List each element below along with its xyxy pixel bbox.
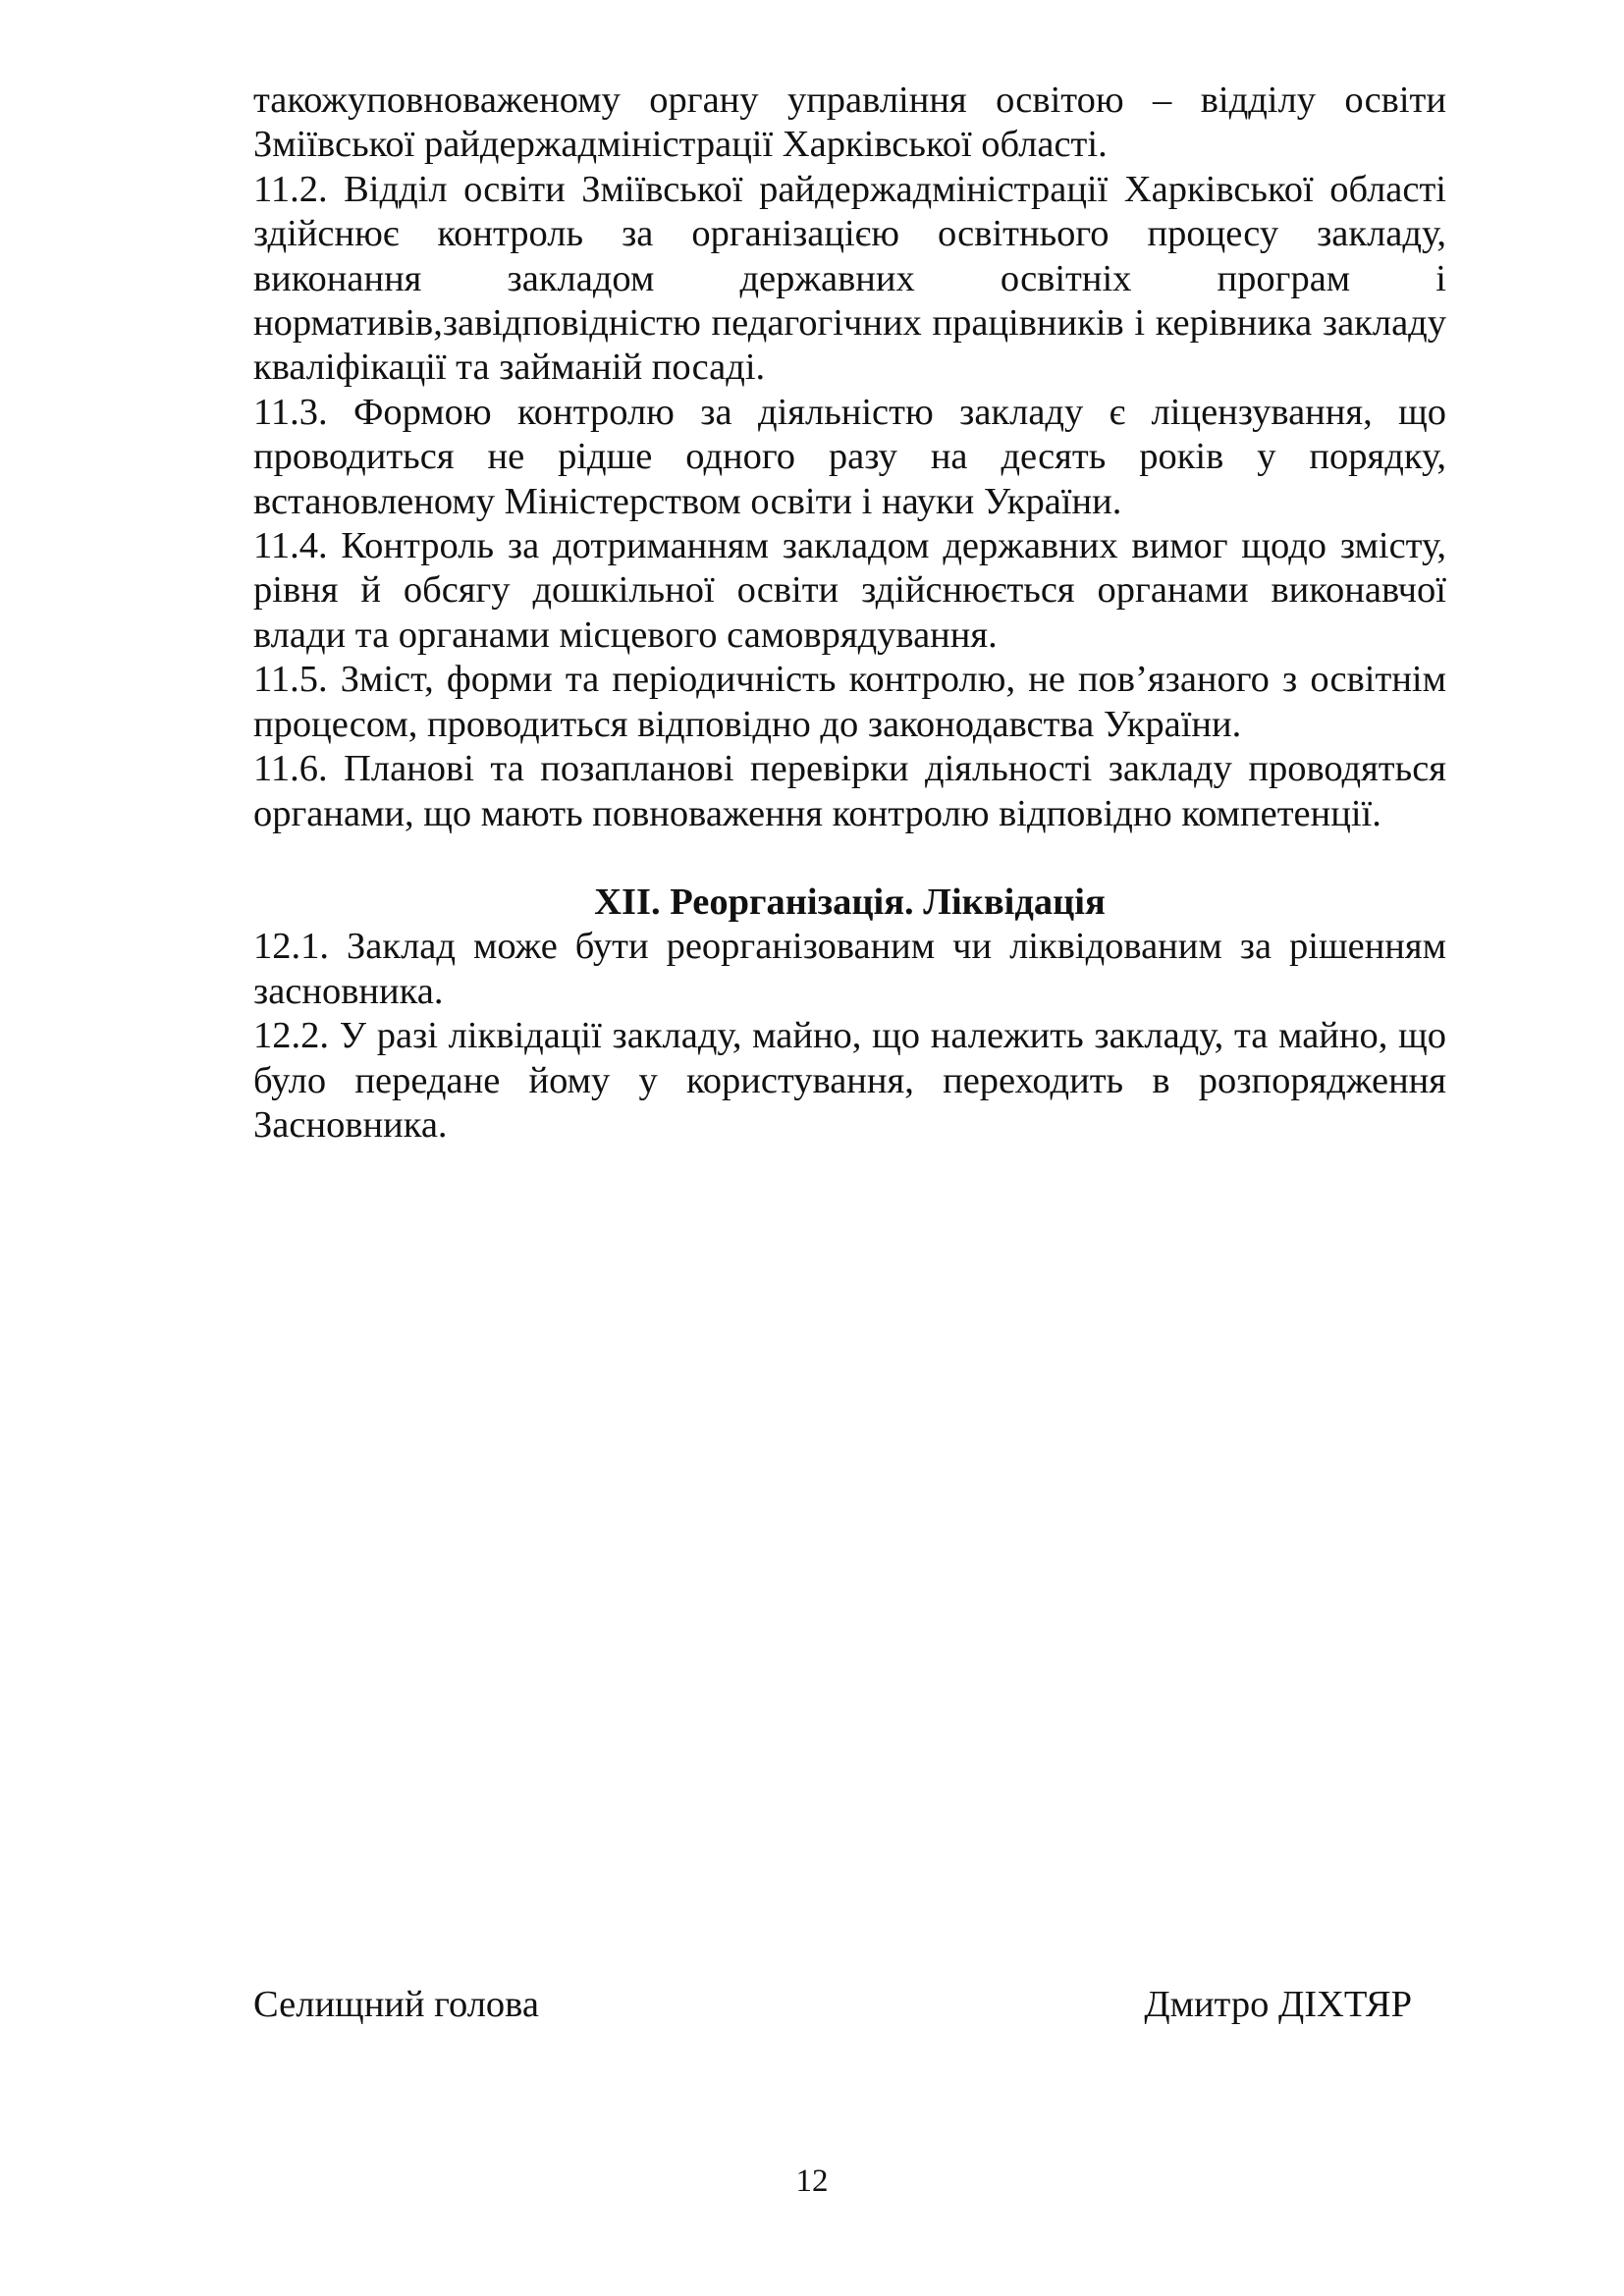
- paragraph-12-1: 12.1. Заклад може бути реорганізованим чи ліквідованим за рішенням засновника.: [253, 926, 1446, 1012]
- paragraph-12-2: 12.2. У разі ліквідації закладу, майно, що належить закладу, та майно, що було передане йому у користування, переходить в розпорядження Засновника.: [253, 1015, 1446, 1146]
- paragraph-11-1-continuation: такожуповноваженому органу управління освітою – відділу освіти Зміївської райдержадміністрації Харківської області.: [253, 80, 1446, 166]
- signatory-position: Селищний голова: [253, 1984, 539, 2025]
- paragraph-11-3: 11.3. Формою контролю за діяльністю закладу є ліцензування, що проводиться не рідше одного разу на десять років у порядку, встановленому Міністерством освіти і науки України.: [253, 391, 1446, 522]
- signatory-name: Дмитро ДІХТЯР: [1144, 1984, 1412, 2025]
- paragraph-11-4: 11.4. Контроль за дотриманням закладом державних вимог щодо змісту, рівня й обсягу дошкільної освіти здійснюється органами виконавчої влади та органами місцевого самоврядування.: [253, 525, 1446, 656]
- section-12-heading: XII. Реорганізація. Ліквідація: [594, 881, 1106, 923]
- document-body: [253, 79, 1446, 1148]
- paragraph-11-2: 11.2. Відділ освіти Зміївської райдержадміністрації Харківської області здійснює контроль за організацією освітнього процесу закладу, виконання закладом державних освітніх програм і нормативів,завідповідністю педагогічних працівників і керівника закладу кваліфікації та займаній посаді.: [253, 168, 1446, 389]
- paragraph-11-5: 11.5. Зміст, форми та періодичність контролю, не пов’язаного з освітнім процесом, проводиться відповідно до законодавства України.: [253, 659, 1446, 745]
- page-number: 12: [795, 2163, 829, 2199]
- paragraph-11-6: 11.6. Планові та позапланові перевірки діяльності закладу проводяться органами, що мають повноваження контролю відповідно компетенції.: [253, 748, 1446, 834]
